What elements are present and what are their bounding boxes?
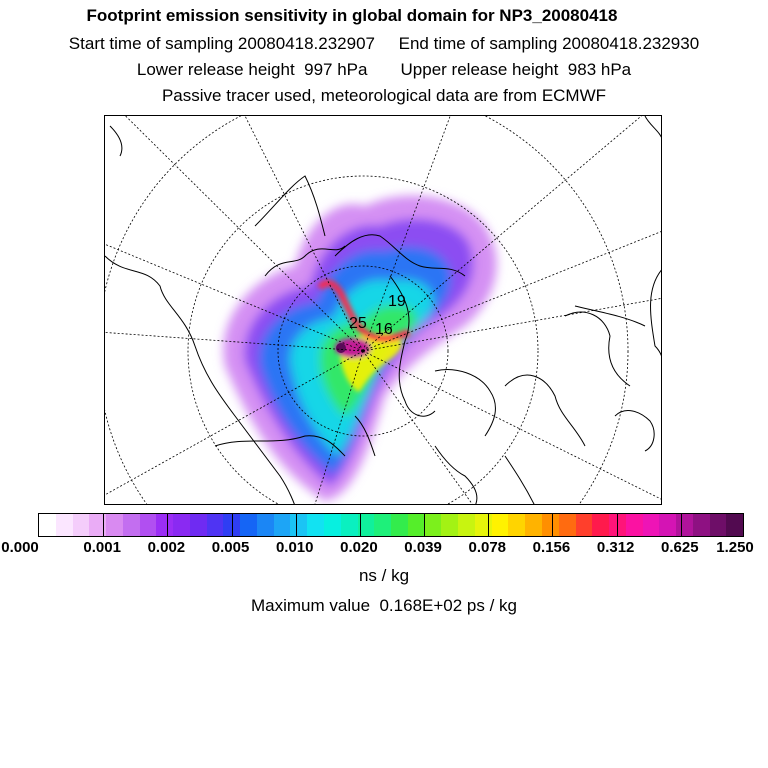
colorbar-units: ns / kg xyxy=(358,566,410,585)
colorbar-cell xyxy=(592,514,609,536)
colorbar-cell xyxy=(542,514,559,536)
color-scale-bar xyxy=(38,513,744,537)
colorbar-cell xyxy=(710,514,727,536)
colorbar-tick xyxy=(552,514,553,536)
colorbar-cell xyxy=(341,514,358,536)
colorbar-tick xyxy=(681,514,682,536)
colorbar-cell xyxy=(73,514,90,536)
hotspot-label-2: 25 xyxy=(349,315,367,332)
footprint-map xyxy=(105,116,662,505)
colorbar-cell xyxy=(525,514,542,536)
colorbar-cell xyxy=(676,514,693,536)
colorbar-label: 1.250 xyxy=(716,539,754,556)
colorbar-cell xyxy=(307,514,324,536)
colorbar-cell xyxy=(508,514,525,536)
colorbar-cell xyxy=(56,514,73,536)
colorbar-cell xyxy=(274,514,291,536)
colorbar-tick xyxy=(296,514,297,536)
colorbar-tick xyxy=(232,514,233,536)
colorbar-cell xyxy=(425,514,442,536)
colorbar-cell xyxy=(173,514,190,536)
colorbar-label: 0.078 xyxy=(468,539,507,556)
colorbar-cell xyxy=(190,514,207,536)
hotspot-label-1: 19 xyxy=(388,293,406,310)
colorbar-cell xyxy=(39,514,56,536)
colorbar-cell xyxy=(391,514,408,536)
tracer-info: Passive tracer used, meteorological data are from ECMWF xyxy=(161,86,607,105)
colorbar-label: 0.625 xyxy=(661,539,699,556)
colorbar-tick xyxy=(488,514,489,536)
map-panel xyxy=(104,115,662,505)
colorbar-tick xyxy=(103,514,104,536)
colorbar-cell xyxy=(576,514,593,536)
maximum-value-text: Maximum value 0.168E+02 ps / kg xyxy=(251,596,517,615)
plot-title: Footprint emission sensitivity in global domain for NP3_20080418 xyxy=(86,6,618,25)
colorbar-cell xyxy=(106,514,123,536)
colorbar-tick xyxy=(360,514,361,536)
sampling-times: Start time of sampling 20080418.232907 End time of sampling 20080418.232930 xyxy=(68,34,700,53)
colorbar-label: 0.312 xyxy=(596,539,635,556)
colorbar-cell xyxy=(140,514,157,536)
colorbar-tick xyxy=(424,514,425,536)
colorbar-cell xyxy=(374,514,391,536)
colorbar-tick xyxy=(167,514,168,536)
colorbar-label: 0.020 xyxy=(340,539,378,556)
colorbar-label: 0.039 xyxy=(404,539,442,556)
colorbar-label: 0.156 xyxy=(532,539,571,556)
colorbar-cell xyxy=(643,514,660,536)
release-heights: Lower release height 997 hPa Upper release height 983 hPa xyxy=(136,60,632,79)
colorbar-cell xyxy=(123,514,140,536)
colorbar-cell xyxy=(441,514,458,536)
colorbar-cell xyxy=(492,514,509,536)
colorbar-cell xyxy=(207,514,224,536)
colorbar-cell xyxy=(324,514,341,536)
colorbar-label: 0.002 xyxy=(147,539,186,556)
colorbar-label: 0.001 xyxy=(83,539,121,556)
colorbar-cell xyxy=(156,514,173,536)
colorbar-cell xyxy=(659,514,676,536)
colorbar-label: 0.005 xyxy=(211,539,250,556)
colorbar-label: 0.000 xyxy=(1,539,39,556)
colorbar-cell xyxy=(458,514,475,536)
colorbar-tick xyxy=(617,514,618,536)
colorbar-cell xyxy=(726,514,743,536)
colorbar-cell xyxy=(257,514,274,536)
colorbar-cell xyxy=(290,514,307,536)
colorbar-cell xyxy=(626,514,643,536)
colorbar-cell xyxy=(408,514,425,536)
colorbar-label: 0.010 xyxy=(275,539,314,556)
colorbar-cell xyxy=(559,514,576,536)
hotspot-label-3: 16 xyxy=(375,321,393,338)
colorbar-cell xyxy=(693,514,710,536)
colorbar-cell xyxy=(240,514,257,536)
